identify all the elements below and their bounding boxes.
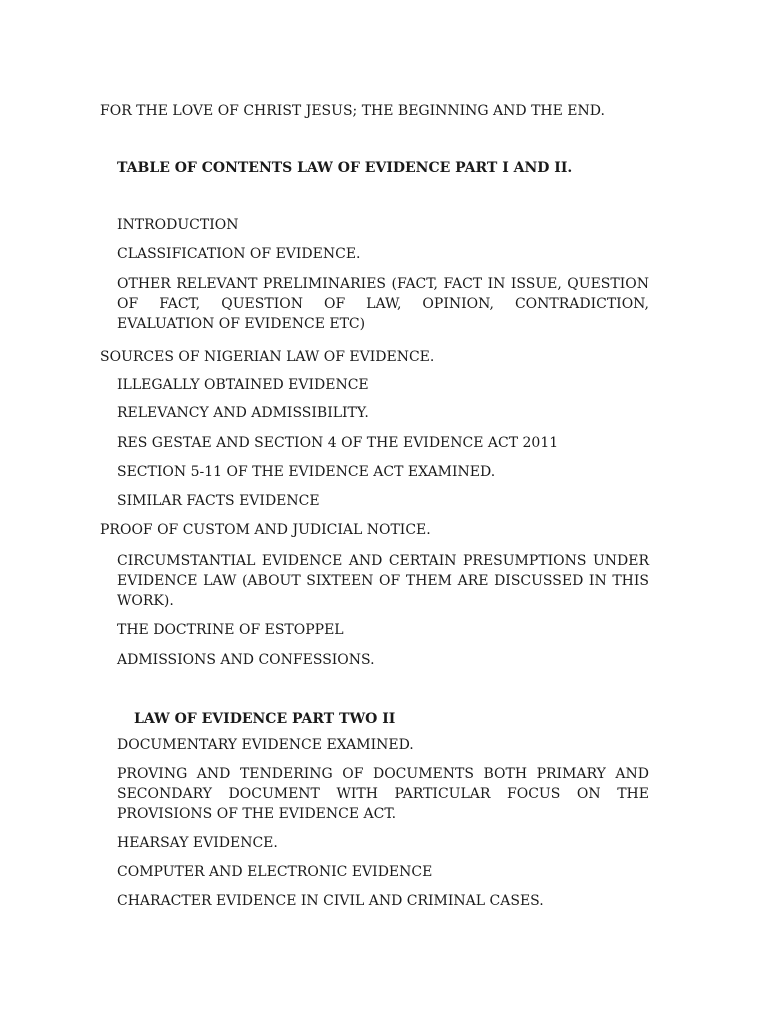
toc-item-circumstantial: CIRCUMSTANTIAL EVIDENCE AND CERTAIN PRESUMPTIONS UNDER EVIDENCE LAW (ABOUT SIXTEEN OF THEM ARE DISCUSSED IN THIS WORK). [117, 553, 649, 609]
dedication-line: FOR THE LOVE OF CHRIST JESUS; THE BEGINNING AND THE END. [100, 103, 605, 119]
toc-item-preliminaries: OTHER RELEVANT PRELIMINARIES (FACT, FACT IN ISSUE, QUESTION OF FACT, QUESTION OF LAW, OPINION, CONTRADICTION, EVALUATION OF EVIDENCE ETC) [117, 276, 649, 332]
toc-item-illegally-obtained: ILLEGALLY OBTAINED EVIDENCE [117, 377, 369, 393]
part-two-title: LAW OF EVIDENCE PART TWO II [134, 711, 396, 727]
toc-item-estoppel: THE DOCTRINE OF ESTOPPEL [117, 622, 344, 638]
toc-item-section-5-11: SECTION 5-11 OF THE EVIDENCE ACT EXAMINED. [117, 464, 496, 480]
toc-item-admissions: ADMISSIONS AND CONFESSIONS. [117, 652, 375, 668]
toc-item-proof-of-custom: PROOF OF CUSTOM AND JUDICIAL NOTICE. [100, 522, 431, 538]
toc-item-documentary: DOCUMENTARY EVIDENCE EXAMINED. [117, 737, 414, 753]
toc-item-proving-tendering: PROVING AND TENDERING OF DOCUMENTS BOTH PRIMARY AND SECONDARY DOCUMENT WITH PARTICULAR FOCUS ON THE PROVISIONS OF THE EVIDENCE ACT. [117, 766, 649, 822]
toc-item-character: CHARACTER EVIDENCE IN CIVIL AND CRIMINAL CASES. [117, 893, 544, 909]
toc-item-hearsay: HEARSAY EVIDENCE. [117, 835, 278, 851]
toc-item-relevancy: RELEVANCY AND ADMISSIBILITY. [117, 405, 369, 421]
toc-item-sources: SOURCES OF NIGERIAN LAW OF EVIDENCE. [100, 349, 435, 365]
toc-item-computer-electronic: COMPUTER AND ELECTRONIC EVIDENCE [117, 864, 433, 880]
toc-item-classification: CLASSIFICATION OF EVIDENCE. [117, 246, 361, 262]
toc-item-introduction: INTRODUCTION [117, 217, 239, 233]
toc-title: TABLE OF CONTENTS LAW OF EVIDENCE PART I AND II. [117, 160, 573, 176]
toc-item-similar-facts: SIMILAR FACTS EVIDENCE [117, 493, 320, 509]
toc-item-res-gestae: RES GESTAE AND SECTION 4 OF THE EVIDENCE ACT 2011 [117, 435, 559, 451]
